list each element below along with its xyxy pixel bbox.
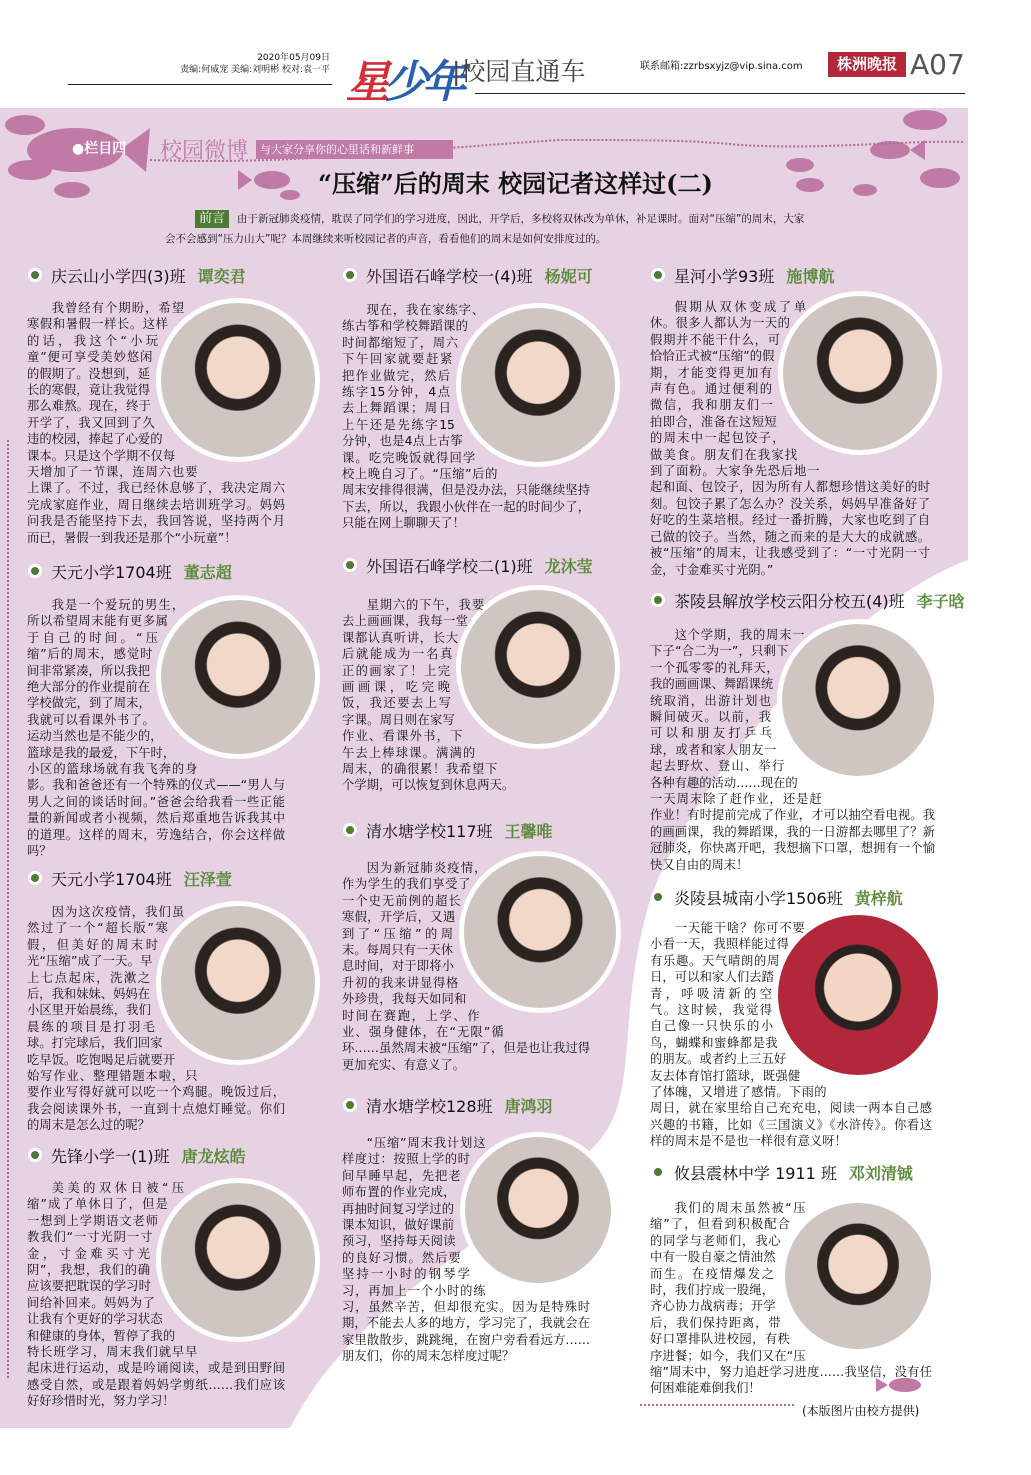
bullet-icon [344, 269, 356, 281]
article-text: 假期从双休变成了单休。很多人都认为一天的假期并不能干什么，可恰恰正式被“压缩”的假期，才能变得更加有声有色。通过便利的微信，我和朋友们一拍即合，准备在这短短的周末中一起包饺子，做美食。朋友们在我家找到了面粉。大家争先恐后地一起和面、包饺子，因为所有人都想珍惜这美好的时刻。包饺子累了怎么办？没关系，妈妈早准备好了好吃的生菜培根。经过一番折腾，大家也吃到了自己做的饺子。当然，随之而来的是大大的成就感。被“压缩”的周末，让我感受到了：“一寸光阴一寸金，寸金难买寸光阴。” [650, 300, 930, 577]
photo-wrap-spacer [450, 597, 590, 769]
column-subtitle: 与大家分享你的心里话和新鲜事 [256, 140, 453, 159]
school-class: 清水塘学校128班 [366, 1096, 493, 1116]
article-heading [652, 590, 965, 610]
bullet-icon [29, 872, 41, 884]
article-text: 美美的双休日被“压缩”成了单休日了，但是一想到上学期语文老师教我们“一寸光阴一寸金，寸金难买寸光阴”，我想，我们的确应该要把耽误的学习时间给补回来。妈妈为了让我有个更好的学习状态和健康的身体，暂停了我的特长班学习，周末我们就早早起床进行运动，或是吟诵阅读，或是到田野间感受自然，或是跟着妈妈学剪纸……我们应该好好珍惜时光，努力学习！ [27, 1181, 285, 1409]
bullet-icon [344, 1099, 356, 1111]
school-class: 茶陵县解放学校云阳分校五(4)班 [674, 591, 905, 611]
bullet-icon [29, 1149, 41, 1161]
student-name: 董志超 [183, 562, 232, 582]
photo-wrap-spacer [774, 1200, 932, 1364]
article-text: 一天能干啥？你可不要小看一天，我照样能过得有乐趣。天气晴朗的周日，可以和家人们去踏青，呼吸清新的空气。这时候，我觉得自己像一只快乐的小鸟，蝴蝶和蜜蜂都是我的朋友。或者约上三五好友去体育馆打篮球，既强健了体魄，又增进了感情。下雨的周日，就在家里给自己充充电，阅读一两本自己感兴趣的书籍，比如《三国演义》《水浒传》。你看这样的周末是不是也一样很有意义呀！ [650, 921, 932, 1149]
article-heading [29, 561, 232, 581]
article-text: 星期六的下午，我要去上画画课，我每一堂课都认真听讲，长大后就能成为一名真正的画家了！上完画画课，吃完晚饭，我还要去上写字课。周日则在家写作业、看课外书，下午去上棒球课。满满的周末，的确很累！我希望下个学期，可以恢复到休息两天。 [342, 598, 515, 793]
article-body [27, 1180, 285, 1410]
student-name: 黄梓航 [854, 888, 903, 908]
editor-credits: 责编:何威宠 美编:刘明彬 校对:袁一平 [180, 65, 330, 75]
student-name: 王馨唯 [504, 821, 553, 841]
article-text: 我们的周末虽然被“压缩”了，但看到积极配合的同学与老师们，我心中有一股自豪之情油然而生。在疫情爆发之时，我们拧成一股绳，齐心协力战病毒；开学后，我们保持距离，带好口罩排队进校园，有秩序进餐；如今，我们又在“压缩”周末中，努力追赶学习进度……我坚信，没有任何困难能难倒我们！ [650, 1201, 932, 1396]
photo-wrap-spacer [150, 300, 285, 472]
photo-wrap-spacer [453, 860, 590, 1030]
photo-wrap-spacer [771, 627, 935, 797]
article-body [342, 597, 590, 794]
fish-icon [5, 115, 45, 135]
bullet-icon [652, 269, 664, 281]
article-heading [29, 265, 246, 285]
article-heading [344, 820, 553, 840]
photo-wrap-spacer [772, 299, 930, 471]
photo-credit: (本版图片由校方提供) [802, 1404, 920, 1418]
divider [475, 93, 965, 94]
column-name: 校园微博 [160, 139, 249, 164]
article-text: 因为这次疫情，我们虽然过了一个“超长版”寒假，但美好的周末时光“压缩”成了一天。早上七点起床，洗漱之后，我和妹妹、妈妈在小区里开始晨练，我们晨练的项目是打羽毛球。打完球后，我们回家吃早饭。吃饱喝足后就要开始写作业、整理错题本啦，只要作业写得好就可以吃一个鸡腿。晚饭过后，我会阅读课外书，一直到十点熄灯睡觉。你们的周末是怎么过的呢？ [27, 905, 285, 1133]
article-text: 因为新冠肺炎疫情，作为学生的我们享受了一个史无前例的超长寒假，开学后，又遇到了“压缩”的周末。每周只有一天休息时间，对于即将小升初的我来讲显得格外珍贵，我每天如同和时间在赛跑，上学、作业、强身健体，在“无限”循环……虽然周末被“压缩”了，但是也让我过得更加充实、有意义了。 [342, 861, 590, 1072]
article-text: “压缩”周末我计划这样度过：按照上学的时间早睡早起，先把老师布置的作业完成，再抽时间复习学过的课本知识，做好课前预习，坚持每天阅读的良好习惯。然后要坚持一小时的钢琴学习，再加上一个小时的练习，虽然辛苦，但却很充实。因为是特殊时期，不能去人多的地方，学习完了，我就会在家里散散步，跳跳绳，在窗户旁看看远方……朋友们，你的周末怎样度过呢？ [342, 1136, 590, 1364]
article-text: 我是一个爱玩的男生，所以希望周末能有更多属于自己的时间。“压缩”后的周末，感觉时间非常紧凑，所以我把绝大部分的作业提前在学校做完，到了周末，我就可以看课外书了。运动当然也是不能少的，篮球是我的最爱，下午时，小区的篮球场就有我飞奔的身影。我和爸爸还有一个特殊的仪式——“男人与男人之间的谈话时间。”爸爸会给我看一些正能量的新闻或者小视频，然后郑重地告诉我其中的道理。这样的周末，劳逸结合，你会这样做吗？ [27, 598, 285, 859]
logo: 星少年 [346, 57, 460, 108]
bullet-icon [652, 594, 664, 606]
bullet-icon [29, 269, 41, 281]
newspaper-logo: 株洲晚报 [828, 52, 906, 77]
article-body [342, 302, 590, 532]
photo-wrap-spacer [150, 597, 285, 769]
bullet-icon [344, 824, 356, 836]
article-heading [652, 1162, 913, 1182]
school-class: 天元小学1704班 [51, 562, 172, 582]
fish-icon [903, 110, 947, 130]
article-body [650, 299, 930, 578]
bullet-icon [652, 891, 664, 903]
article-text: 我曾经有个期盼，希望寒假和暑假一样长。这样的话，我这个“小玩童”便可享受美妙悠闲的假期了。没想到，延长的寒假，竟让我觉得那么难熬。现在，终于开学了，我又回到了久违的校园，捧起了心爱的课本。只是这个学期不仅每天增加了一节课，连周六也要上课了。不过，我已经休息够了，我决定周六完成家庭作业，周日继续去培训班学习。妈妈问我是否能坚持下去，我回答说，坚持两个月而已，暑假一到我还是那个“小玩童”！ [27, 301, 285, 545]
article-heading [29, 868, 232, 888]
article-body [27, 904, 285, 1134]
article-text: 这个学期，我的周末一下子“合二为一”，只剩下一个孤零零的礼拜天，我的画画课、舞蹈课统统取消，出游计划也瞬间破灭。以前，我可以和朋友打乒乓球，或者和家人朋友一起去野炊、登山、举行各种有趣的活动……现在的一天周末除了赶作业，还是赶作业！有时提前完成了作业，才可以抽空看电视。我的画画课，我的舞蹈课，我的一日游都去哪里了？新冠肺炎，你快离开吧，我想摘下口罩，想拥有一个愉快又自由的周末！ [650, 628, 935, 872]
article-body [342, 1135, 590, 1365]
school-class: 天元小学1704班 [51, 869, 172, 889]
intro [165, 209, 805, 249]
page-number: A07 [910, 48, 965, 81]
photo-wrap-spacer [150, 904, 285, 1076]
article-body [650, 1200, 932, 1397]
student-name: 施博航 [786, 266, 835, 286]
article-text: 现在，我在家练字、练古筝和学校舞蹈课的时间都缩短了，周六下午回家就要赶紧把作业做完，然后练字15分钟，4点去上舞蹈课；周日上午还是先练字15分钟，也是4点上古筝课。吃完晚饭就得回学校上晚自习了。“压缩”后的周末安排得很满，但是没办法，只能继续坚持下去，所以，我跟小伙伴在一起的时间少了，只能在网上聊聊天了！ [342, 303, 590, 531]
article-body [650, 920, 932, 1150]
contact-email: 联系邮箱:zzrbsxyjz@vip.sina.com [640, 61, 803, 72]
school-class: 先锋小学一(1)班 [51, 1146, 170, 1166]
bullet-icon [29, 565, 41, 577]
student-name: 李子晗 [916, 591, 965, 611]
intro-label: 前言 [195, 210, 229, 228]
article-heading [29, 1145, 246, 1165]
student-name: 汪泽萱 [183, 869, 232, 889]
article-body [27, 300, 285, 546]
school-class: 庆云山小学四(3)班 [51, 266, 186, 286]
article-body [342, 860, 590, 1073]
student-name: 龙沐莹 [544, 556, 593, 576]
school-class: 清水塘学校117班 [366, 821, 493, 841]
student-name: 唐鸿羽 [504, 1096, 553, 1116]
article-heading [344, 555, 593, 575]
student-name: 唐龙炫皓 [181, 1146, 246, 1166]
article-body [27, 597, 285, 860]
section-title: |校园直通车 [452, 57, 586, 86]
article-heading [344, 1095, 553, 1115]
bullet-icon [344, 559, 356, 571]
school-class: 炎陵县城南小学1506班 [674, 888, 843, 908]
article-heading [344, 265, 593, 285]
school-class: 星河小学93班 [674, 266, 775, 286]
article-body [650, 627, 935, 873]
article-heading [652, 265, 834, 285]
school-class: 外国语石峰学校一(4)班 [366, 266, 533, 286]
column-tag: ●栏目四 [72, 141, 127, 157]
article-heading [652, 887, 903, 907]
divider [68, 84, 332, 85]
school-class: 外国语石峰学校二(1)班 [366, 556, 533, 576]
student-name: 谭奕君 [197, 266, 246, 286]
photo-wrap-spacer [772, 920, 932, 1088]
student-name: 杨妮可 [544, 266, 593, 286]
photo-wrap-spacer [454, 1135, 590, 1299]
school-class: 攸县震林中学 1911 班 [674, 1163, 837, 1183]
intro-text: 由于新冠肺炎疫情，耽误了同学们的学习进度，因此，开学后，多校将双休改为单休，补足课时。面对“压缩”的周末，大家会不会感到“压力山大”呢？本周继续来听校园记者的声音，看看他们的周末是如何安排度过的。 [165, 213, 805, 245]
photo-wrap-spacer [150, 1180, 285, 1352]
page-title: “压缩”后的周末 校园记者这样过(二) [318, 169, 713, 198]
bullet-icon [652, 1166, 664, 1178]
issue-date: 2020年05月09日 [257, 53, 330, 63]
student-name: 邓刘清铖 [848, 1163, 913, 1183]
photo-wrap-spacer [450, 302, 590, 474]
